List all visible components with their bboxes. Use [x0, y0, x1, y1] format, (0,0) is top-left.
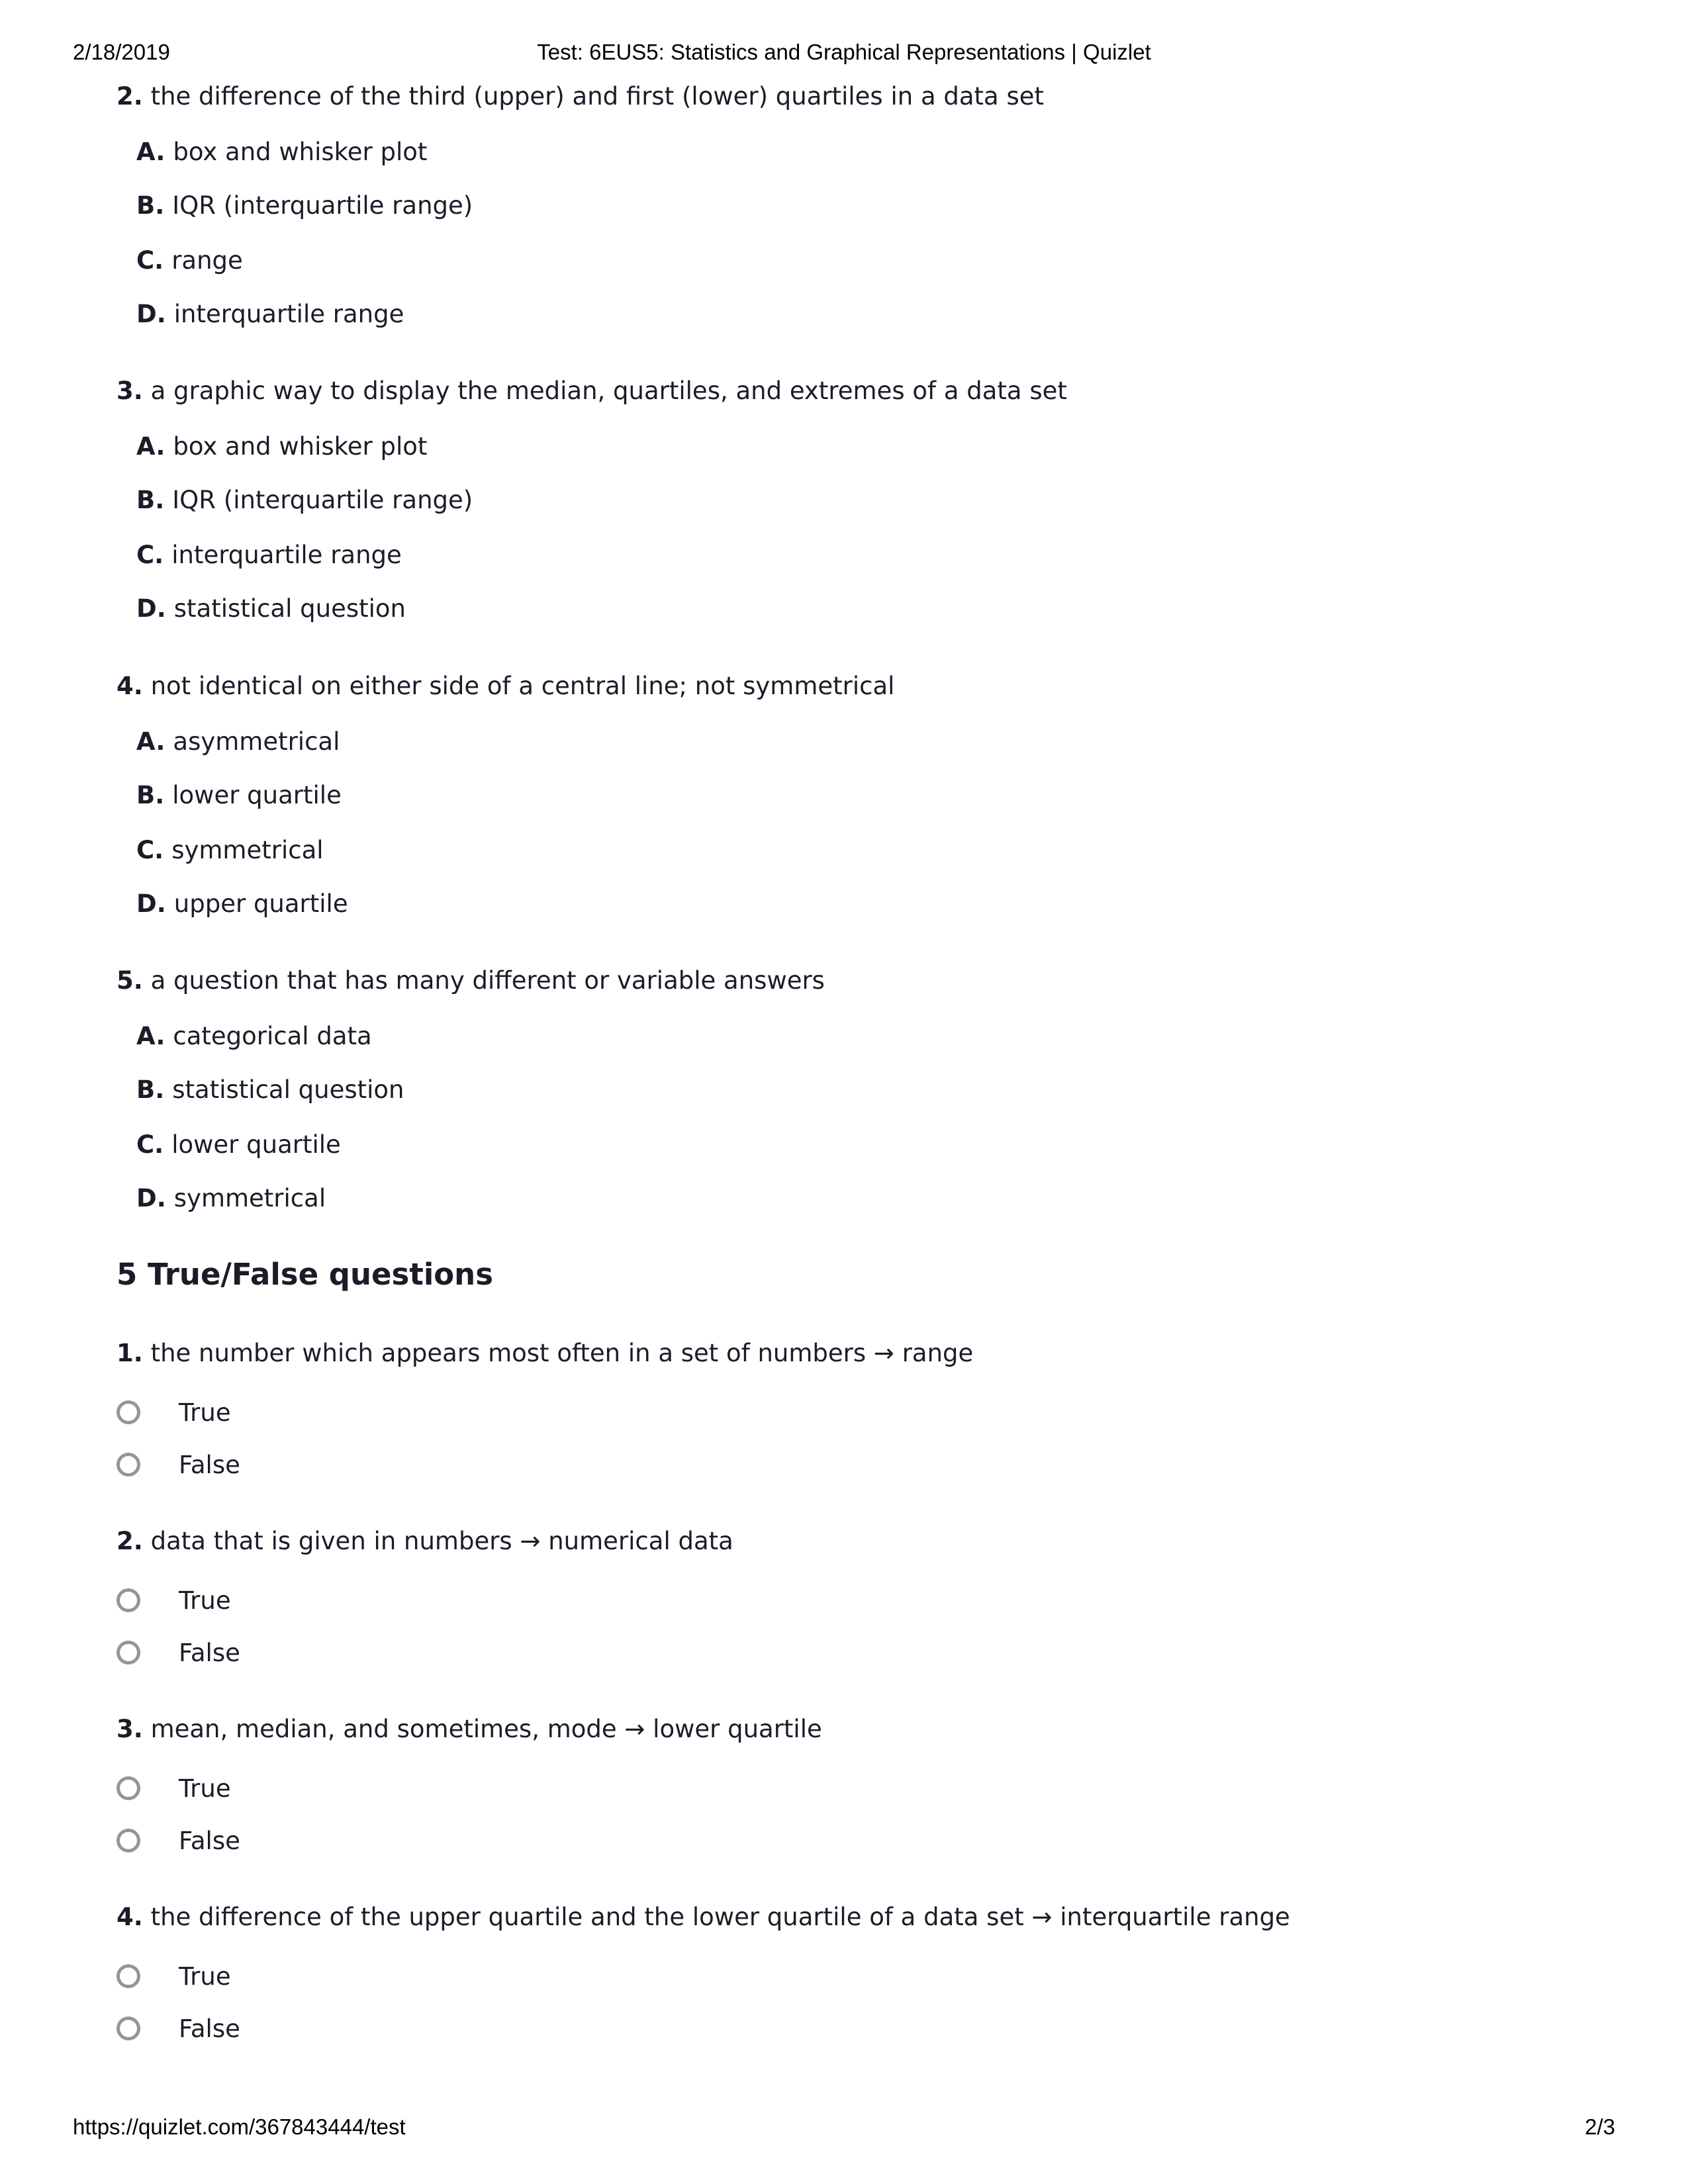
option-text: statistical question — [173, 594, 406, 623]
answer-option[interactable] — [136, 541, 402, 570]
option-letter: C. — [136, 836, 164, 864]
option-letter: D. — [136, 889, 166, 918]
radio-button[interactable] — [117, 1453, 140, 1477]
answer-option[interactable] — [136, 594, 406, 623]
option-text: range — [171, 246, 243, 275]
radio-button[interactable] — [117, 1829, 140, 1852]
question-number: 5. — [117, 966, 143, 995]
option-text: interquartile range — [171, 541, 402, 569]
question-number: 3. — [117, 377, 143, 405]
page-title: Test: 6EUS5: Statistics and Graphical Representations | Quizlet — [537, 40, 1151, 64]
tf-question — [117, 1339, 974, 1479]
question-prompt — [117, 1903, 1290, 1932]
answer-option[interactable] — [136, 1022, 372, 1051]
question-prompt — [117, 377, 1067, 406]
page-number: 2/3 — [1585, 2115, 1615, 2139]
true-label: True — [179, 1398, 231, 1427]
option-text: interquartile range — [173, 300, 404, 328]
option-letter: B. — [136, 1075, 165, 1104]
option-text: categorical data — [173, 1022, 372, 1050]
option-text: statistical question — [172, 1075, 404, 1104]
question-number: 3. — [117, 1715, 143, 1743]
question-text: mean, median, and sometimes, mode → lower quartile — [150, 1715, 822, 1743]
option-letter: B. — [136, 486, 165, 514]
question-number: 4. — [117, 672, 143, 700]
option-text: symmetrical — [173, 1184, 326, 1212]
option-text: upper quartile — [173, 889, 348, 918]
option-letter: C. — [136, 541, 164, 569]
radio-button[interactable] — [117, 1588, 140, 1612]
option-letter: B. — [136, 191, 165, 220]
answer-option[interactable] — [136, 486, 473, 515]
question-number: 4. — [117, 1903, 143, 1931]
question-text: data that is given in numbers → numerical data — [150, 1527, 733, 1555]
tf-question — [117, 1903, 1290, 2043]
print-date: 2/18/2019 — [73, 40, 170, 64]
option-text: IQR (interquartile range) — [172, 486, 473, 514]
option-letter: B. — [136, 781, 165, 809]
answer-option[interactable] — [136, 1184, 326, 1213]
option-text: box and whisker plot — [173, 432, 428, 461]
radio-button[interactable] — [117, 1964, 140, 1988]
question-text: the difference of the upper quartile and the lower quartile of a data set → interquartile range — [150, 1903, 1290, 1931]
answer-option[interactable] — [136, 889, 348, 919]
mc-question — [117, 966, 825, 1212]
option-text: asymmetrical — [173, 727, 340, 756]
tf-question — [117, 1527, 733, 1667]
answer-option[interactable] — [136, 1075, 404, 1105]
option-letter: A. — [136, 138, 165, 166]
option-letter: C. — [136, 1130, 164, 1159]
question-prompt — [117, 966, 825, 995]
option-letter: D. — [136, 300, 166, 328]
question-text: a graphic way to display the median, quartiles, and extremes of a data set — [150, 377, 1067, 405]
radio-button[interactable] — [117, 1776, 140, 1800]
answer-option[interactable] — [136, 191, 473, 220]
false-label: False — [179, 1639, 240, 1667]
option-text: IQR (interquartile range) — [172, 191, 473, 220]
answer-option[interactable] — [136, 300, 404, 329]
option-text: symmetrical — [171, 836, 324, 864]
true-label: True — [179, 1774, 231, 1803]
true-label: True — [179, 1586, 231, 1615]
tf-question — [117, 1715, 822, 1855]
answer-option[interactable] — [136, 1130, 341, 1160]
false-label: False — [179, 1827, 240, 1855]
mc-question — [117, 377, 1067, 623]
option-letter: D. — [136, 594, 166, 623]
mc-question — [117, 672, 895, 918]
option-letter: A. — [136, 1022, 165, 1050]
question-text: a question that has many different or variable answers — [150, 966, 825, 995]
question-number: 1. — [117, 1339, 143, 1367]
true-label: True — [179, 1962, 231, 1991]
question-prompt — [117, 82, 1044, 111]
answer-option[interactable] — [136, 246, 243, 275]
print-footer — [0, 2115, 1688, 2141]
answer-option[interactable] — [136, 727, 340, 756]
answer-option[interactable] — [136, 836, 324, 865]
question-prompt — [117, 1527, 733, 1556]
option-text: lower quartile — [171, 1130, 341, 1159]
false-label: False — [179, 2015, 240, 2043]
question-number: 2. — [117, 1527, 143, 1555]
question-text: not identical on either side of a central line; not symmetrical — [150, 672, 895, 700]
option-letter: A. — [136, 432, 165, 461]
page-url: https://quizlet.com/367843444/test — [73, 2115, 406, 2139]
answer-option[interactable] — [136, 432, 427, 461]
question-text: the difference of the third (upper) and first (lower) quartiles in a data set — [150, 82, 1045, 111]
answer-option[interactable] — [136, 138, 427, 167]
question-number: 2. — [117, 82, 143, 111]
option-letter: D. — [136, 1184, 166, 1212]
question-prompt — [117, 1339, 973, 1368]
radio-button[interactable] — [117, 1641, 140, 1664]
answer-option[interactable] — [136, 781, 342, 810]
print-header — [0, 40, 1688, 66]
option-text: box and whisker plot — [173, 138, 428, 166]
option-letter: A. — [136, 727, 165, 756]
option-letter: C. — [136, 246, 164, 275]
question-prompt — [117, 672, 894, 701]
question-text: the number which appears most often in a set of numbers → range — [150, 1339, 974, 1367]
mc-question — [117, 82, 1045, 328]
option-text: lower quartile — [172, 781, 342, 809]
radio-button[interactable] — [117, 1400, 140, 1424]
question-prompt — [117, 1715, 822, 1744]
radio-button[interactable] — [117, 2017, 140, 2040]
false-label: False — [179, 1451, 240, 1479]
true-false-section-title: 5 True/False questions — [117, 1257, 494, 1292]
